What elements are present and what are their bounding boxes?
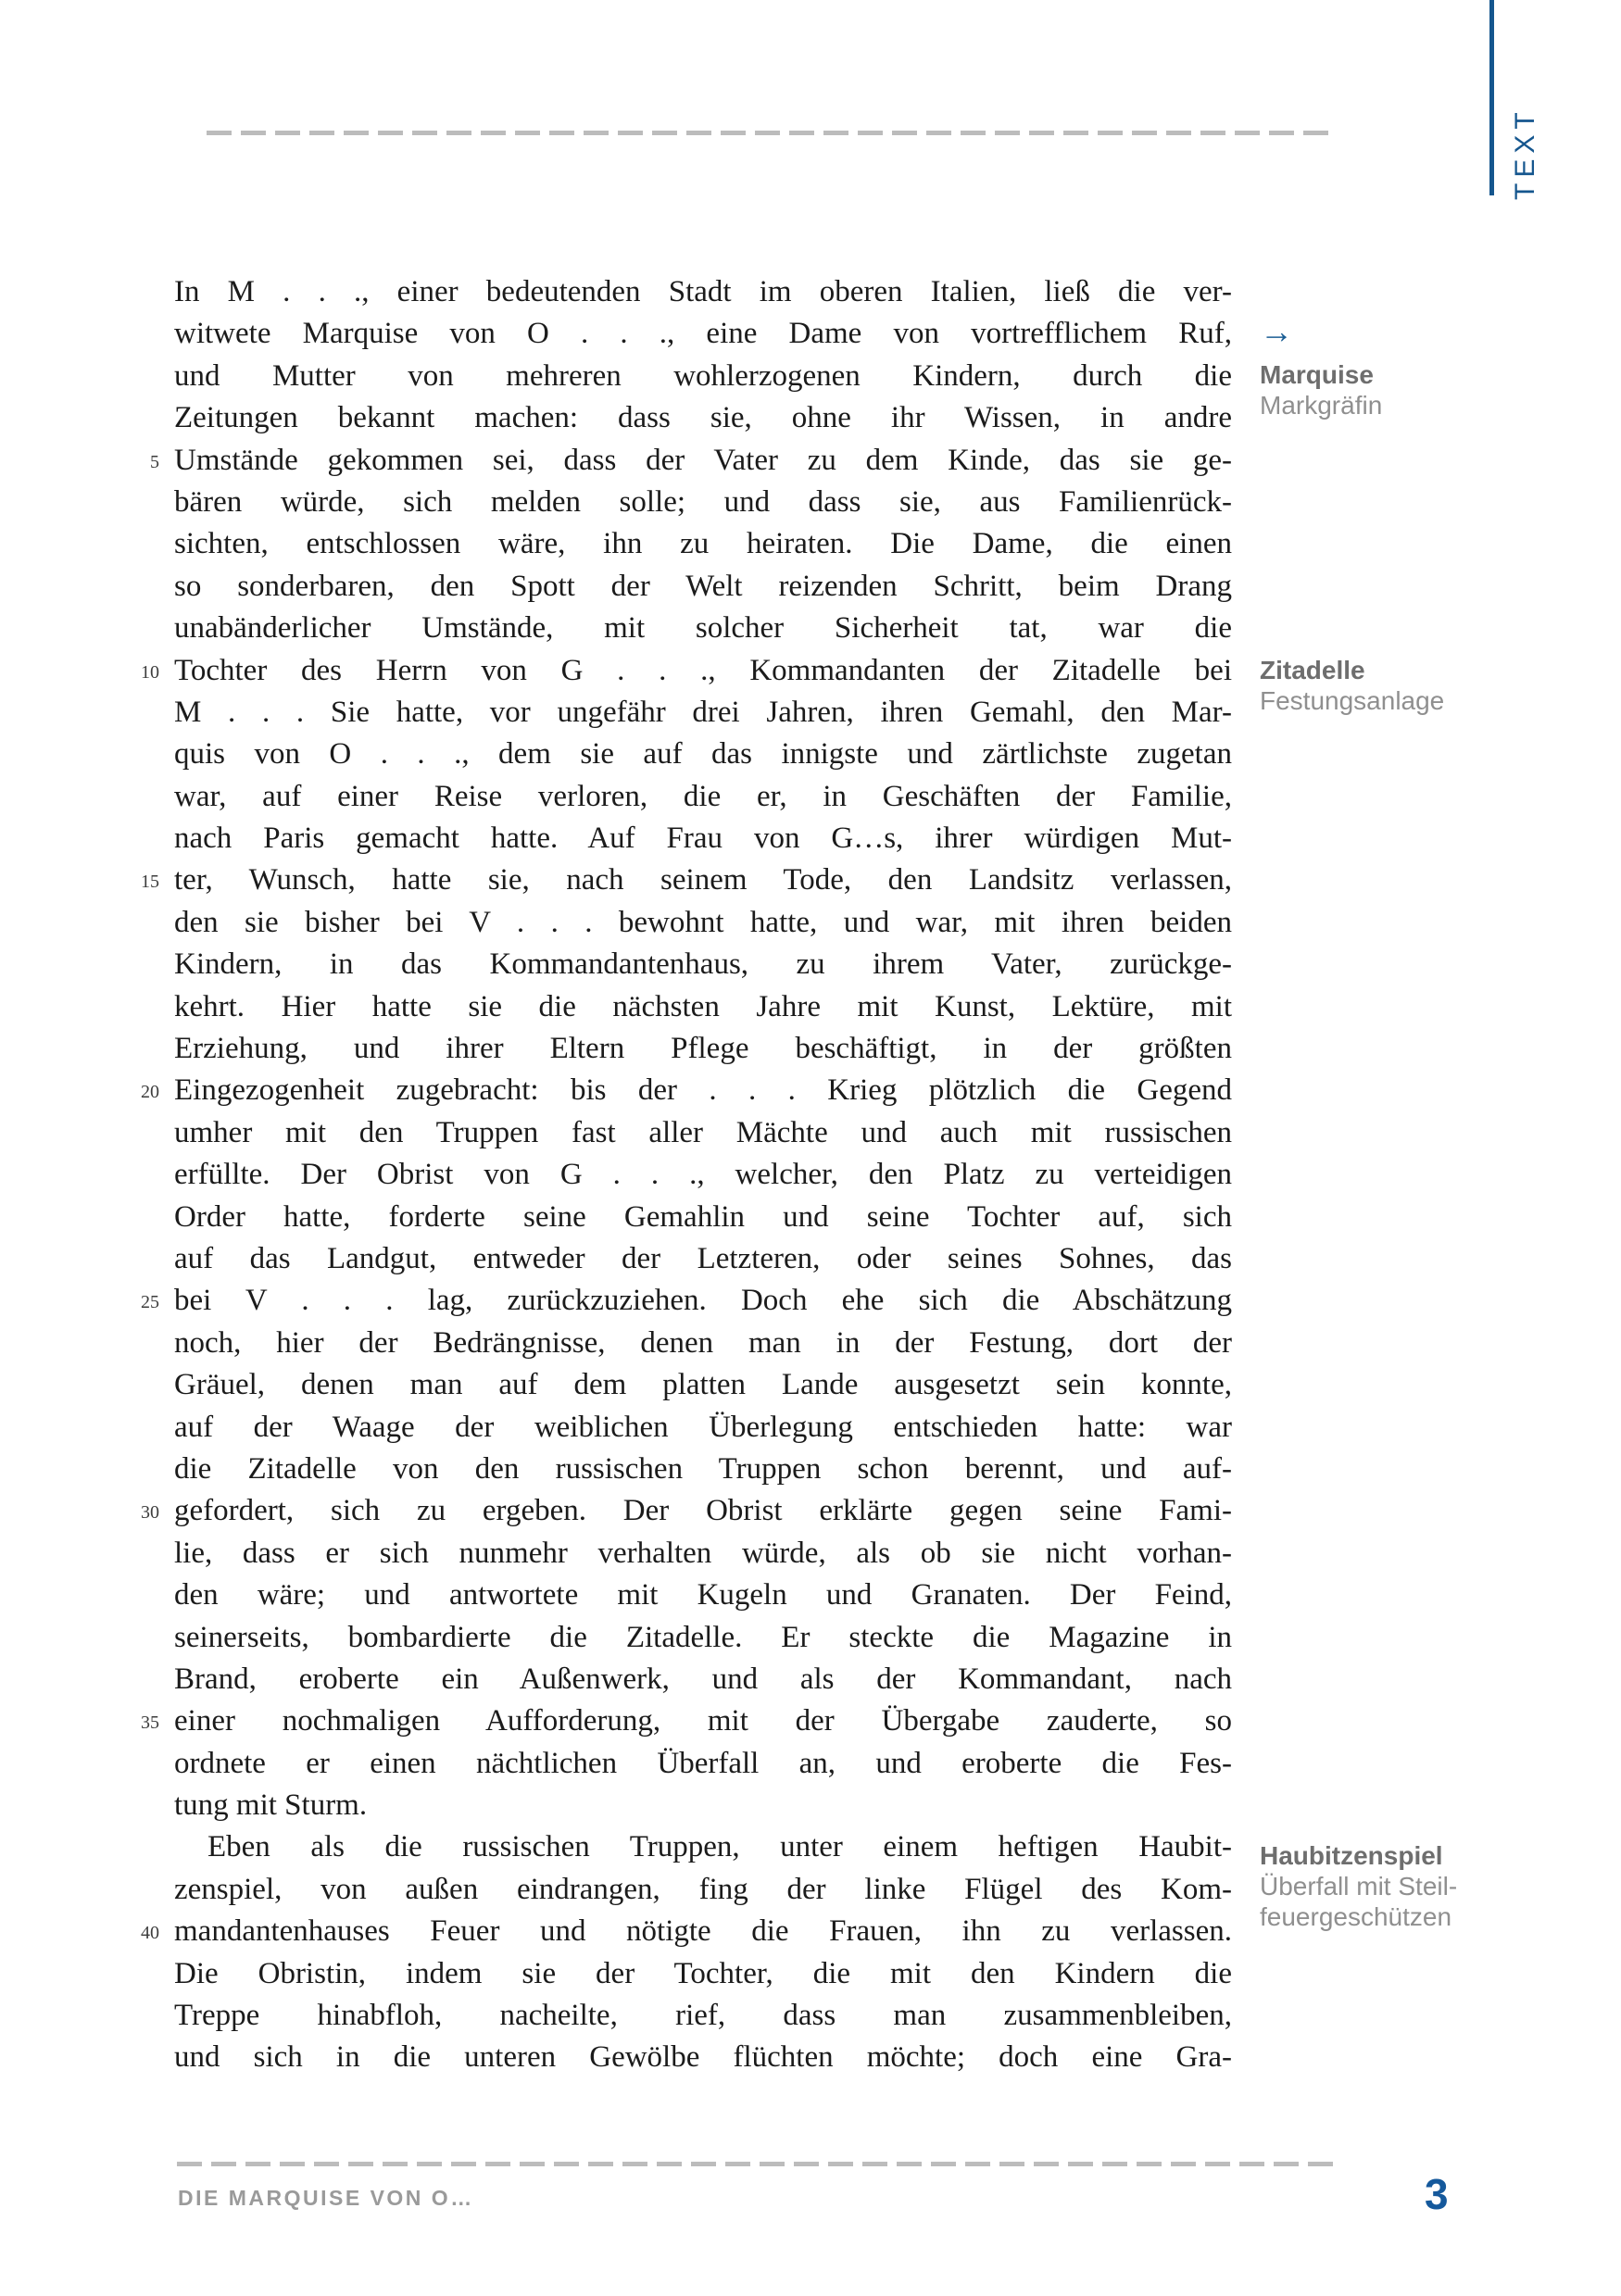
- line-number: [130, 566, 174, 608]
- text-line-row: [130, 650, 1234, 692]
- text-line-row: [130, 1154, 1234, 1196]
- text-line: Tochter des Herrn von G . . ., Kommandanten der Zitadelle bei: [174, 653, 1232, 687]
- line-number: 35: [141, 1713, 159, 1734]
- text-line: Kindern, in das Kommandantenhaus, zu ihrem Vater, zurückge-: [174, 947, 1232, 982]
- text-line-row: [130, 1449, 1234, 1490]
- line-number: [130, 1826, 174, 1868]
- line-number: [130, 271, 174, 313]
- text-line-row: [130, 902, 1234, 944]
- bottom-dashed-rule: [177, 2162, 1337, 2166]
- text-line: die Zitadelle von den russischen Truppen schon berennt, und auf-: [174, 1451, 1232, 1486]
- line-number: [130, 1743, 174, 1785]
- note-term: Marquise: [1260, 360, 1374, 389]
- line-number: [130, 692, 174, 734]
- text-line-row: [130, 944, 1234, 985]
- text-line: ordnete er einen nächtlichen Überfall an, und eroberte die Fes-: [174, 1746, 1232, 1780]
- text-line-row: [130, 734, 1234, 775]
- line-number: [130, 2037, 174, 2078]
- line-number: [130, 1617, 174, 1659]
- line-number: [130, 734, 174, 775]
- text-line-row: [130, 608, 1234, 649]
- text-line: Treppe hinabfloh, nacheilte, rief, dass man zusammenbleiben,: [174, 1999, 1232, 2033]
- text-line-row: [130, 1112, 1234, 1154]
- line-number: [130, 1112, 174, 1154]
- line-number: [130, 1449, 174, 1490]
- text-line-row: [130, 1280, 1234, 1322]
- text-line: nach Paris gemacht hatte. Auf Frau von G…s, ihrer würdigen Mut-: [174, 822, 1232, 856]
- body-text-block: [130, 271, 1234, 2079]
- text-tab-rule: [1489, 0, 1494, 195]
- text-line-row: [130, 397, 1234, 439]
- text-line-row: [130, 1869, 1234, 1911]
- margin-note-zitadelle: [1260, 655, 1565, 716]
- line-number: [130, 1197, 174, 1238]
- text-line: auf das Landgut, entweder der Letzteren, oder seines Sohnes, das: [174, 1241, 1232, 1275]
- text-line: ter, Wunsch, hatte sie, nach seinem Tode, den Landsitz verlassen,: [174, 863, 1232, 897]
- text-line-row: [130, 818, 1234, 859]
- text-line: quis von O . . ., dem sie auf das innigste und zärtlichste zugetan: [174, 737, 1232, 772]
- note-term: Haubitzenspiel: [1260, 1841, 1443, 1870]
- line-number: [130, 986, 174, 1028]
- text-line-row: [130, 566, 1234, 608]
- text-line-row: [130, 1659, 1234, 1700]
- text-line-row: [130, 1238, 1234, 1280]
- text-line: M . . . Sie hatte, vor ungefähr drei Jahren, ihren Gemahl, den Mar-: [174, 695, 1232, 729]
- page-number: 3: [1425, 2170, 1449, 2218]
- text-line-row: [130, 986, 1234, 1028]
- text-line-row: [130, 1953, 1234, 1995]
- text-line-row: [130, 692, 1234, 734]
- line-number: [130, 902, 174, 944]
- text-line-row: [130, 1028, 1234, 1070]
- text-line: Erziehung, und ihrer Eltern Pflege beschäftigt, in der größten: [174, 1032, 1232, 1066]
- text-line-row: [130, 1995, 1234, 2037]
- line-number: [130, 944, 174, 985]
- text-line-row: [130, 1617, 1234, 1659]
- text-line-row: [130, 1364, 1234, 1406]
- line-number: 25: [141, 1292, 159, 1313]
- line-number: 10: [141, 661, 159, 683]
- text-line-row: [130, 1407, 1234, 1449]
- text-line-row: [130, 776, 1234, 818]
- text-line-row: [130, 482, 1234, 523]
- text-line: seinerseits, bombardierte die Zitadelle. Er steckte die Magazine in: [174, 1620, 1232, 1654]
- line-number: [130, 1364, 174, 1406]
- text-line: Eingezogenheit zugebracht: bis der . . . Krieg plötzlich die Gegend: [174, 1073, 1232, 1108]
- line-number: [130, 1028, 174, 1070]
- running-title: DIE MARQUISE VON O…: [178, 2186, 474, 2210]
- text-line: mandantenhauses Feuer und nötigte die Frauen, ihn zu verlassen.: [174, 1914, 1232, 1949]
- text-line-row: [130, 440, 1234, 482]
- line-number: 20: [141, 1082, 159, 1103]
- text-line: In M . . ., einer bedeutenden Stadt im oberen Italien, ließ die ver-: [174, 275, 1232, 308]
- text-line: Order hatte, forderte seine Gemahlin und seine Tochter auf, sich: [174, 1199, 1232, 1234]
- top-dashed-rule: [207, 131, 1337, 135]
- text-line-row: [130, 1911, 1234, 1952]
- line-number: [130, 608, 174, 649]
- line-number: [130, 523, 174, 565]
- note-term: Zitadelle: [1260, 656, 1365, 684]
- text-line: Zeitungen bekannt machen: dass sie, ohne ihr Wissen, in andre: [174, 401, 1232, 435]
- text-line-row: [130, 271, 1234, 313]
- line-number: 5: [150, 451, 159, 472]
- text-line: einer nochmaligen Aufforderung, mit der Übergabe zauderte, so: [174, 1704, 1232, 1738]
- text-line: sichten, entschlossen wäre, ihn zu heiraten. Die Dame, die einen: [174, 527, 1232, 561]
- text-line-row: [130, 1785, 1234, 1826]
- text-line-row: [130, 1575, 1234, 1616]
- text-line: den sie bisher bei V . . . bewohnt hatte, und war, mit ihren beiden: [174, 905, 1232, 939]
- note-definition: Markgräfin: [1260, 391, 1383, 420]
- text-line: war, auf einer Reise verloren, die er, in Geschäften der Familie,: [174, 779, 1232, 813]
- text-line-row: [130, 2037, 1234, 2078]
- line-number: [130, 1533, 174, 1575]
- text-line: und Mutter von mehreren wohlerzogenen Kindern, durch die: [174, 358, 1232, 393]
- line-number: [130, 1995, 174, 2037]
- text-line-row: [130, 313, 1234, 355]
- text-line-row: [130, 1826, 1234, 1868]
- text-line-row: [130, 1743, 1234, 1785]
- text-line: umher mit den Truppen fast aller Mächte und auch mit russischen: [174, 1115, 1232, 1149]
- line-number: [130, 1323, 174, 1364]
- text-line: zenspiel, von außen eindrangen, fing der linke Flügel des Kom-: [174, 1872, 1232, 1906]
- line-number: [130, 1659, 174, 1700]
- text-line-row: [130, 1323, 1234, 1364]
- text-line-row: [130, 1070, 1234, 1111]
- text-line: Umstände gekommen sei, dass der Vater zu dem Kinde, das sie ge-: [174, 443, 1232, 477]
- line-number: 30: [141, 1502, 159, 1524]
- line-number: [130, 1575, 174, 1616]
- text-line: unabänderlicher Umstände, mit solcher Sicherheit tat, war die: [174, 611, 1232, 646]
- text-line: bei V . . . lag, zurückzuziehen. Doch ehe sich die Abschätzung: [174, 1284, 1232, 1318]
- line-number: [130, 1785, 174, 1826]
- text-line-row: [130, 523, 1234, 565]
- line-number: [130, 818, 174, 859]
- text-line: noch, hier der Bedrängnisse, denen man in der Festung, dort der: [174, 1325, 1232, 1360]
- text-line: auf der Waage der weiblichen Überlegung entschieden hatte: war: [174, 1410, 1232, 1444]
- line-number: 40: [141, 1923, 159, 1944]
- line-number: [130, 1869, 174, 1911]
- text-line-row: [130, 1197, 1234, 1238]
- text-line: erfüllte. Der Obrist von G . . ., welcher, den Platz zu verteidigen: [174, 1158, 1232, 1192]
- text-line: Brand, eroberte ein Außenwerk, und als der Kommandant, nach: [174, 1662, 1232, 1696]
- text-line-row: [130, 1533, 1234, 1575]
- text-line: Eben als die russischen Truppen, unter einem heftigen Haubit-: [207, 1830, 1232, 1864]
- text-line-row: [130, 356, 1234, 397]
- text-line: lie, dass er sich nunmehr verhalten würde, als ob sie nicht vorhan-: [174, 1536, 1232, 1570]
- note-definition: feuergeschützen: [1260, 1902, 1452, 1931]
- text-line: witwete Marquise von O . . ., eine Dame von vortrefflichem Ruf,: [174, 317, 1232, 351]
- line-number: [130, 482, 174, 523]
- line-number: [130, 1238, 174, 1280]
- text-line: so sonderbaren, den Spott der Welt reizenden Schritt, beim Drang: [174, 569, 1232, 603]
- text-line: und sich in die unteren Gewölbe flüchten möchte; doch eine Gra-: [174, 2040, 1232, 2075]
- line-number: 15: [141, 872, 159, 893]
- margin-note-haubitzenspiel: [1260, 1840, 1565, 1932]
- arrow-right-icon: →: [1260, 312, 1293, 350]
- line-number: [130, 356, 174, 397]
- text-line: tung mit Sturm.: [174, 1788, 368, 1823]
- text-line: gefordert, sich zu ergeben. Der Obrist erklärte gegen seine Fami-: [174, 1494, 1232, 1528]
- text-line-row: [130, 1490, 1234, 1532]
- line-number: [130, 1407, 174, 1449]
- line-number: [130, 313, 174, 355]
- text-tab-label: TEXT: [1510, 107, 1540, 200]
- text-line-row: [130, 859, 1234, 901]
- text-line: den wäre; und antwortete mit Kugeln und Granaten. Der Feind,: [174, 1578, 1232, 1612]
- text-line-row: [130, 1700, 1234, 1742]
- text-line: bären würde, sich melden solle; und dass sie, aus Familienrück-: [174, 484, 1232, 519]
- line-number: [130, 776, 174, 818]
- line-number: [130, 1154, 174, 1196]
- note-definition: Überfall mit Steil-: [1260, 1872, 1458, 1901]
- line-number: [130, 397, 174, 439]
- line-number: [130, 1953, 174, 1995]
- text-line: kehrt. Hier hatte sie die nächsten Jahre mit Kunst, Lektüre, mit: [174, 989, 1232, 1023]
- margin-note-marquise: [1260, 313, 1565, 420]
- text-line: Die Obristin, indem sie der Tochter, die mit den Kindern die: [174, 1956, 1232, 1990]
- text-line: Gräuel, denen man auf dem platten Lande ausgesetzt sein konnte,: [174, 1368, 1232, 1402]
- note-definition: Festungsanlage: [1260, 686, 1445, 715]
